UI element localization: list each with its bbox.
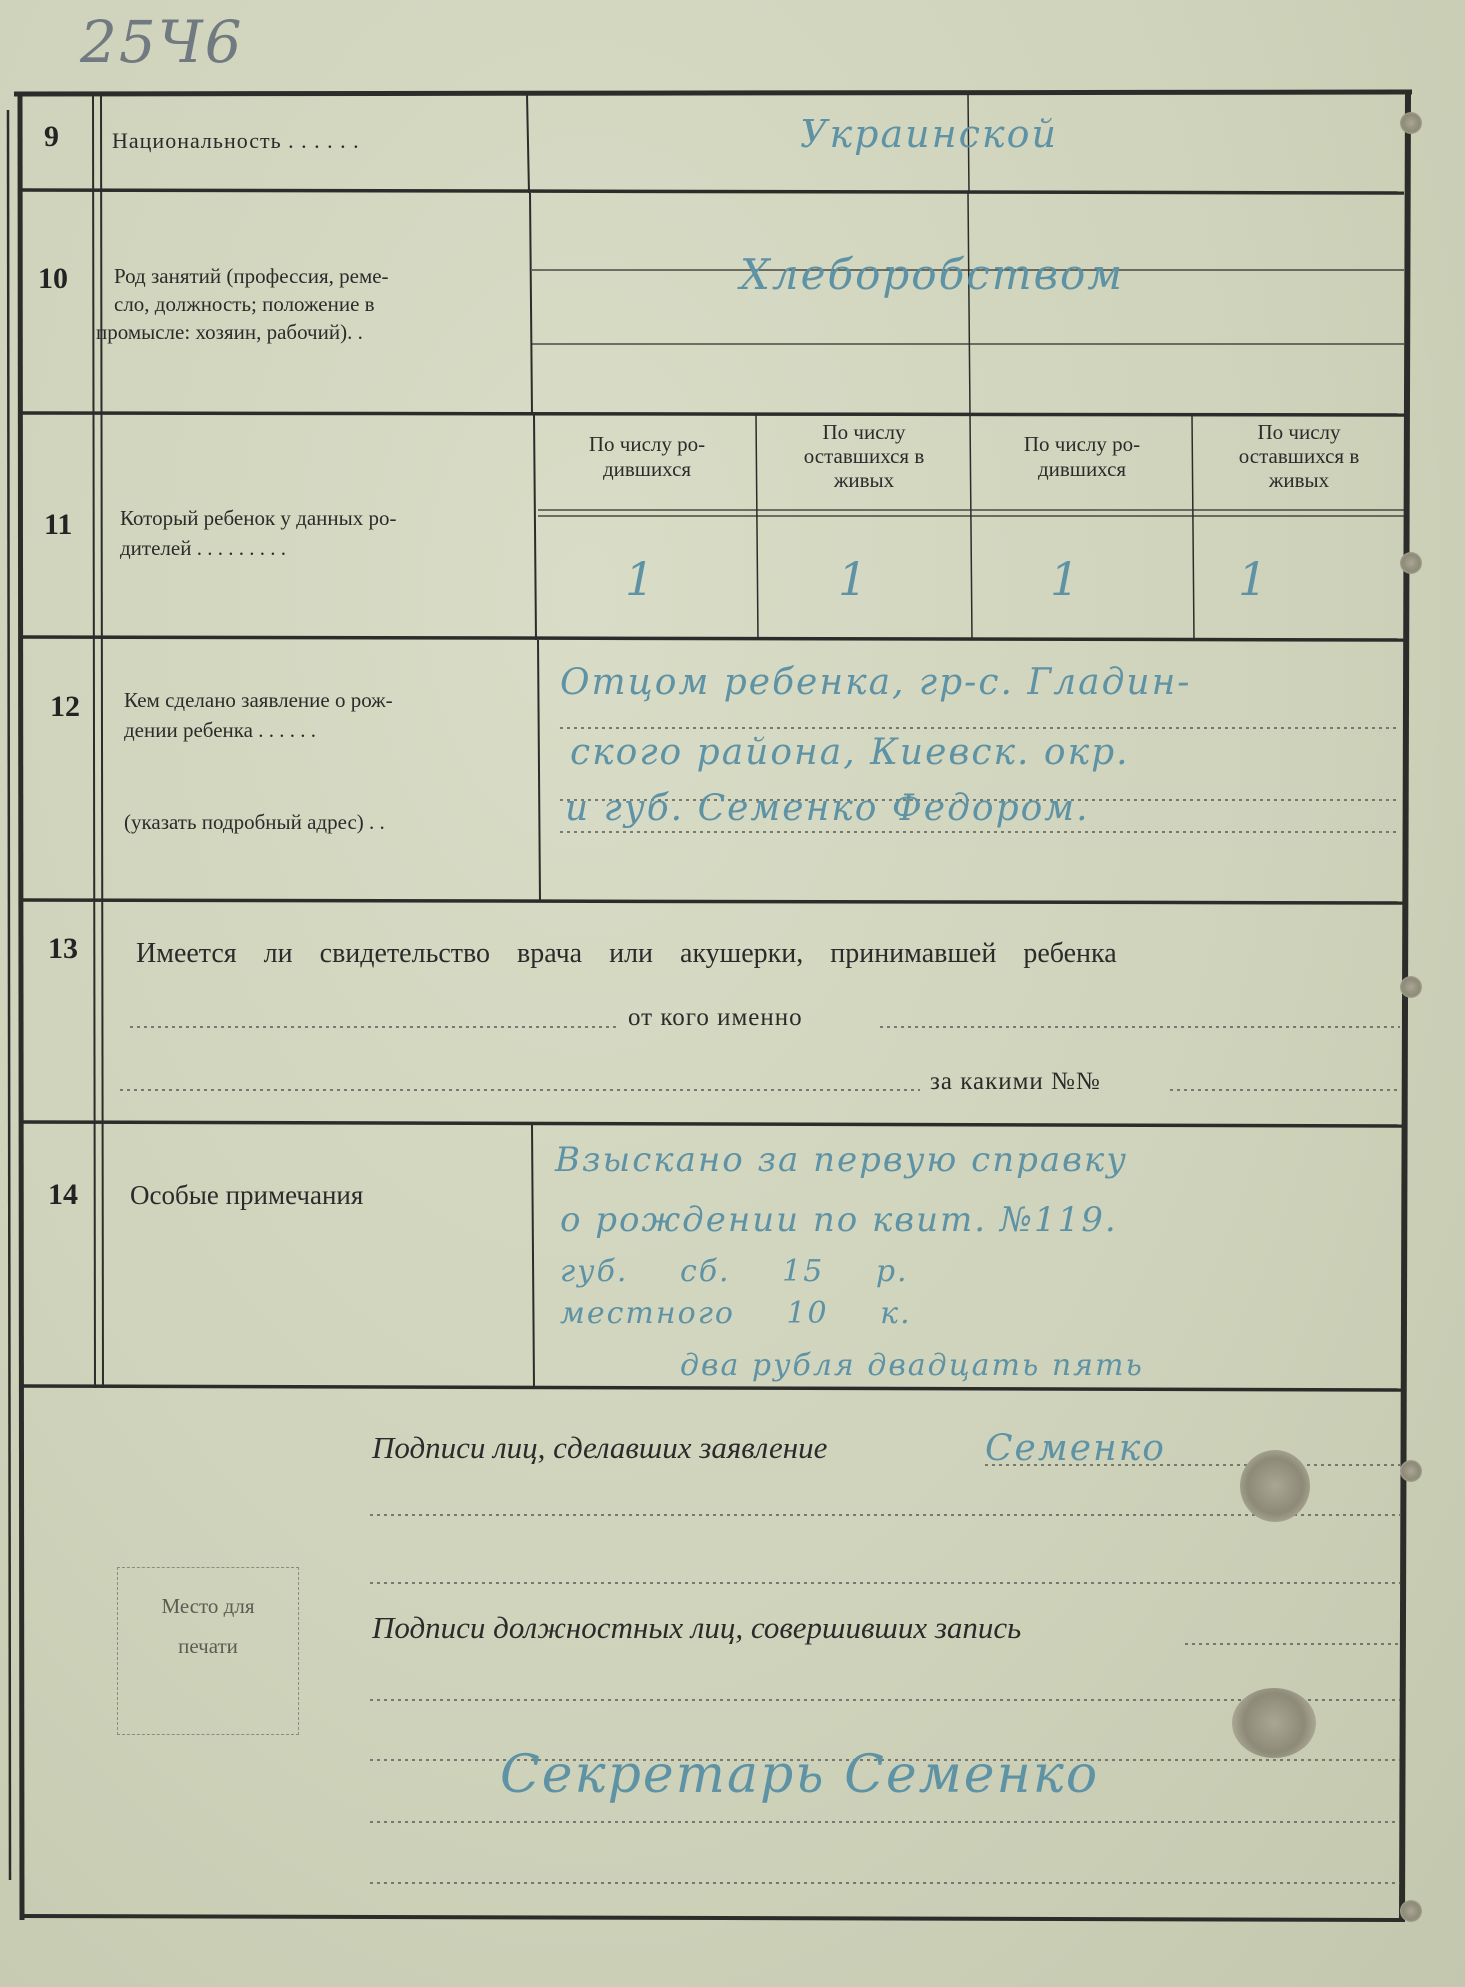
row-9-label: Национальность . . . . . .: [112, 128, 360, 153]
row-11-value-4: 1: [1238, 552, 1270, 606]
row-11-subheader-2: [758, 420, 970, 492]
row-14-handwriting-line5: два рубля двадцать пять: [680, 1348, 1144, 1383]
row-14-number: 14: [48, 1178, 78, 1211]
row-13-number: 13: [48, 932, 78, 965]
row-12-label-line3: (указать подробный адрес) . .: [124, 810, 385, 834]
subheader-2-line3: живых: [833, 468, 895, 492]
row-11-value-2: 1: [838, 552, 870, 606]
row-12-handwriting-line3: и губ. Семенко Федором.: [565, 788, 1090, 829]
paper-damage-hole: [1240, 1450, 1310, 1522]
applicant-signature: Семенко: [985, 1428, 1166, 1469]
archive-number: 25Ч6: [80, 8, 244, 76]
subheader-3-line2: дившихся: [1037, 457, 1127, 481]
row-14-handwriting-line3: губ. сб. 15 р.: [560, 1254, 909, 1289]
binding-hole: [1400, 1460, 1422, 1482]
row-11-subheader-4: [1194, 420, 1404, 492]
paper-damage-hole: [1232, 1688, 1316, 1758]
row-12-number: 12: [50, 690, 80, 723]
row-9-number: 9: [44, 120, 59, 153]
row-12-handwriting-line1: Отцом ребенка, гр-с. Гладин-: [560, 662, 1192, 703]
stamp-placeholder-box: [117, 1567, 299, 1735]
row-10-label-line3: промысле: хозяин, рабочий). .: [96, 320, 363, 344]
subheader-2-line1: По числу: [822, 420, 906, 444]
binding-hole: [1400, 1900, 1422, 1922]
row-14-handwriting-line1: Взыскано за первую справку: [555, 1140, 1128, 1180]
row-13-line1: Имеется ли свидетельство врача или акушерки, принимавшей ребенка: [136, 938, 1117, 969]
row-12-label-line1: Кем сделано заявление о рож-: [124, 688, 393, 712]
officials-signature-label: Подписи должностных лиц, совершивших запись: [372, 1610, 1022, 1645]
row-10-label-line1: Род занятий (профессия, реме-: [114, 264, 389, 288]
subheader-2-line2: оставшихся в: [803, 444, 925, 468]
official-signature: Секретарь Семенко: [500, 1745, 1100, 1805]
row-10-number: 10: [38, 262, 68, 295]
stamp-line2: печати: [178, 1634, 238, 1658]
row-11-value-3: 1: [1050, 552, 1082, 606]
row-10-handwriting: Хлеборобством: [740, 250, 1125, 299]
row-13-line2: от кого именно: [628, 1004, 803, 1031]
subheader-1-line1: По числу ро-: [588, 432, 706, 456]
row-11-label-line2: дителей . . . . . . . . .: [120, 536, 286, 560]
row-11-subheader-3: [972, 432, 1192, 482]
row-9-handwriting: Украинской: [800, 112, 1058, 156]
row-11-label-line1: Который ребенок у данных ро-: [120, 506, 397, 530]
row-11-value-1: 1: [625, 552, 657, 606]
binding-hole: [1400, 552, 1422, 574]
stamp-line1: Место для: [161, 1594, 255, 1618]
row-12-handwriting-line2: ского района, Киевск. окр.: [570, 732, 1130, 773]
subheader-4-line2: оставшихся в: [1238, 444, 1360, 468]
subheader-4-line3: живых: [1268, 468, 1330, 492]
row-14-handwriting-line4: местного 10 к.: [560, 1296, 912, 1331]
subheader-3-line1: По числу ро-: [1023, 432, 1141, 456]
row-10-label-line2: сло, должность; положение в: [114, 292, 375, 316]
binding-hole: [1400, 976, 1422, 998]
row-14-handwriting-line2: о рождении по квит. №119.: [560, 1200, 1118, 1240]
row-12-label-line2: дении ребенка . . . . . .: [124, 718, 316, 742]
row-13-line3: за какими №№: [930, 1068, 1101, 1095]
subheader-1-line2: дившихся: [602, 457, 692, 481]
applicants-signature-label: Подписи лиц, сделавших заявление: [372, 1430, 828, 1465]
row-14-label: Особые примечания: [130, 1180, 364, 1210]
row-11-subheader-1: [540, 432, 754, 482]
binding-hole: [1400, 112, 1422, 134]
row-11-number: 11: [44, 508, 73, 541]
subheader-4-line1: По числу: [1257, 420, 1341, 444]
